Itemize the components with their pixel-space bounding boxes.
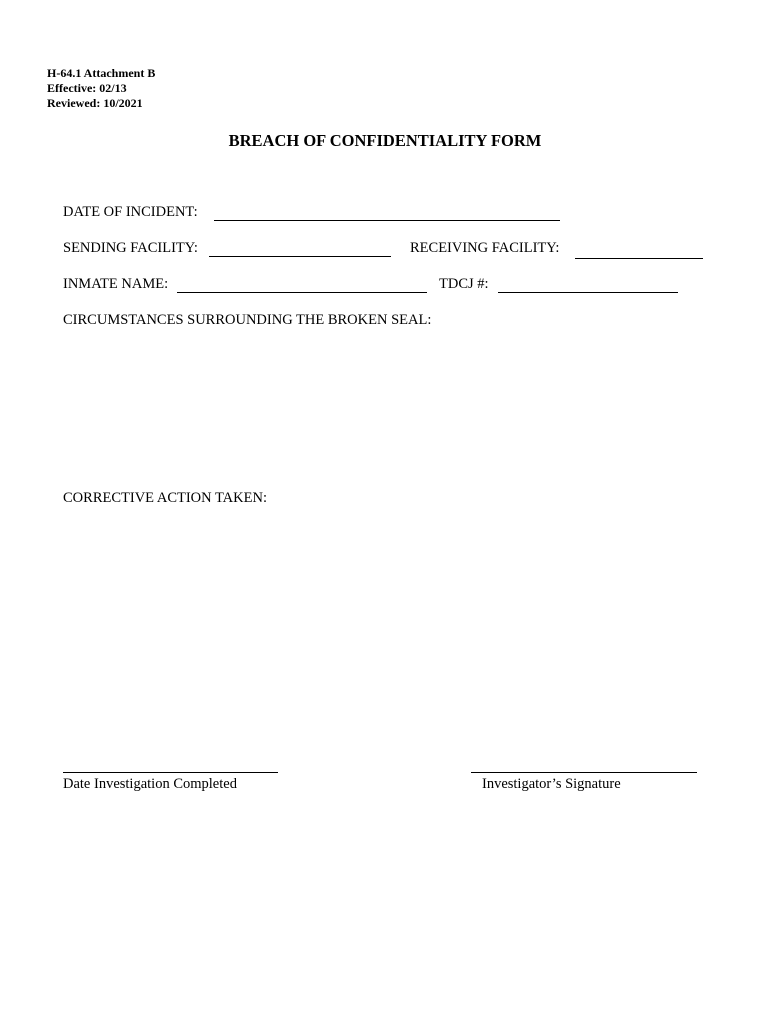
inmate-name-label: INMATE NAME:	[63, 276, 169, 292]
tdcj-label: TDCJ #:	[439, 276, 489, 292]
sending-facility-field[interactable]	[209, 256, 391, 257]
receiving-facility-field[interactable]	[575, 258, 703, 259]
form-title: BREACH OF CONFIDENTIALITY FORM	[228, 131, 542, 150]
receiving-facility-label: RECEIVING FACILITY:	[410, 240, 560, 256]
document-header	[47, 66, 155, 111]
date-completed-line[interactable]	[63, 772, 278, 773]
date-of-incident-field[interactable]	[214, 220, 560, 221]
circumstances-label: CIRCUMSTANCES SURROUNDING THE BROKEN SEAL:	[63, 312, 432, 328]
date-completed-label: Date Investigation Completed	[63, 776, 237, 792]
corrective-action-label: CORRECTIVE ACTION TAKEN:	[63, 490, 267, 506]
header-reviewed: Reviewed: 10/2021	[47, 96, 143, 110]
investigator-signature-label: Investigator’s Signature	[482, 776, 621, 792]
inmate-name-field[interactable]	[177, 292, 427, 293]
date-of-incident-label: DATE OF INCIDENT:	[63, 204, 198, 220]
sending-facility-label: SENDING FACILITY:	[63, 240, 198, 256]
header-attachment: H-64.1 Attachment B	[47, 66, 156, 80]
header-effective: Effective: 02/13	[47, 81, 127, 95]
tdcj-field[interactable]	[498, 292, 678, 293]
investigator-signature-line[interactable]	[471, 772, 697, 773]
